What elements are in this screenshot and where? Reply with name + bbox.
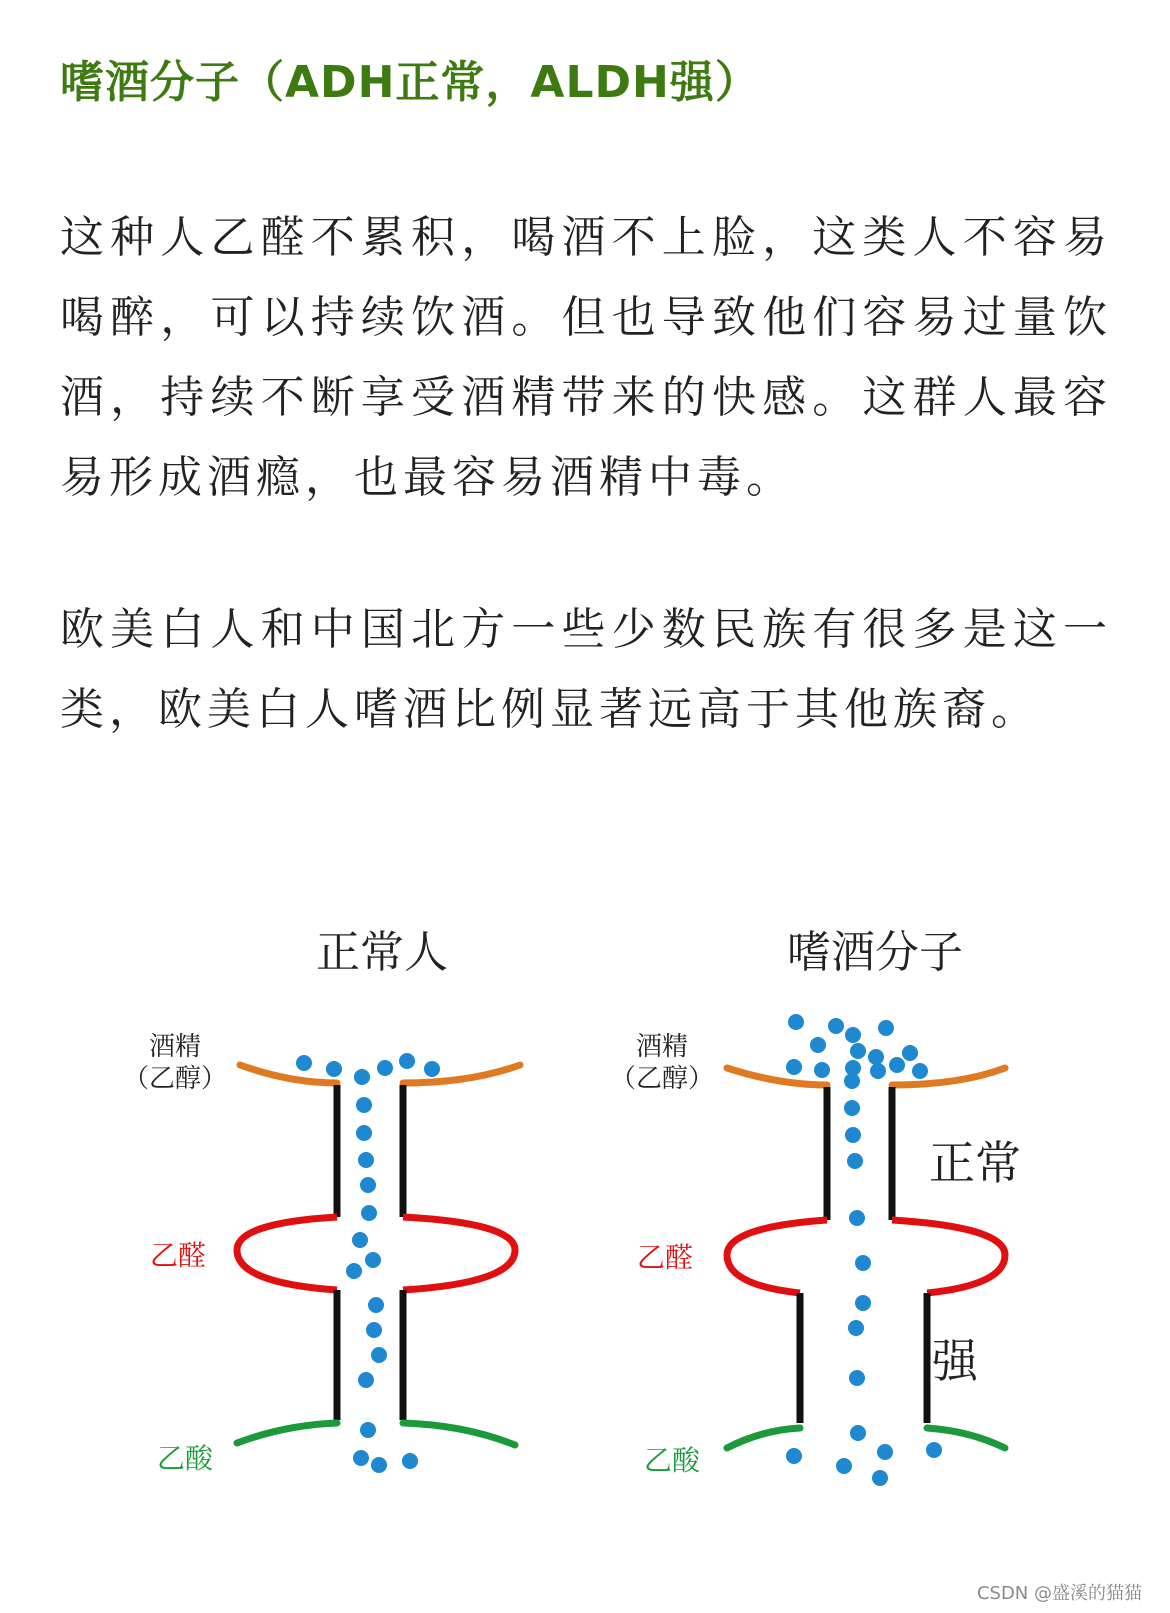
alcohol-curve-left: [240, 1065, 337, 1083]
panel-title-normal: 正常人: [316, 927, 448, 978]
label-acetic-acid: 乙酸: [643, 1444, 701, 1477]
acetic-curve-left: [727, 1428, 800, 1448]
alcohol-curve-left: [727, 1068, 827, 1085]
watermark: CSDN @盛溪的猫猫: [976, 1583, 1142, 1604]
acetaldehyde-ring-left: [727, 1220, 827, 1293]
label-alcohol: 酒精: [635, 1032, 689, 1062]
panel-alcoholism-molecule: [610, 927, 1021, 1486]
alcohol-curve-right: [403, 1065, 520, 1083]
acetaldehyde-ring-left: [237, 1217, 337, 1290]
molecules-normal: [296, 1053, 440, 1473]
metabolism-diagram: [0, 905, 1170, 1545]
acetaldehyde-ring-right: [403, 1217, 515, 1290]
label-acetic-acid: 乙酸: [156, 1442, 214, 1475]
label-alcohol: 酒精: [148, 1032, 202, 1062]
label-acetaldehyde: 乙醛: [149, 1239, 207, 1272]
label-aldh-strong: 强: [932, 1334, 978, 1388]
acetaldehyde-ring-right: [892, 1220, 1005, 1293]
acetic-curve-left: [237, 1423, 337, 1443]
section-heading: 嗜酒分子（ADH正常，ALDH强）: [60, 57, 760, 108]
panel-title-alcoholism: 嗜酒分子: [787, 927, 963, 978]
label-ethanol: （乙醇）: [122, 1064, 228, 1094]
label-acetaldehyde: 乙醛: [636, 1241, 694, 1274]
panel-normal-person: [123, 927, 520, 1475]
label-ethanol: （乙醇）: [609, 1064, 715, 1094]
acetic-curve-right: [403, 1423, 515, 1445]
alcohol-curve-right: [892, 1068, 1005, 1085]
paragraph-population: 欧美白人和中国北方一些少数民族有很多是这一类，欧美白人嗜酒比例显著远高于其他族裔。: [60, 604, 1112, 735]
paragraph-description: 这种人乙醛不累积，喝酒不上脸，这类人不容易喝醉，可以持续饮酒。但也导致他们容易过量饮酒，持续不断享受酒精带来的快感。这群人最容易形成酒瘾，也最容易酒精中毒。: [60, 212, 1112, 503]
label-adh-normal: 正常: [929, 1136, 1021, 1190]
